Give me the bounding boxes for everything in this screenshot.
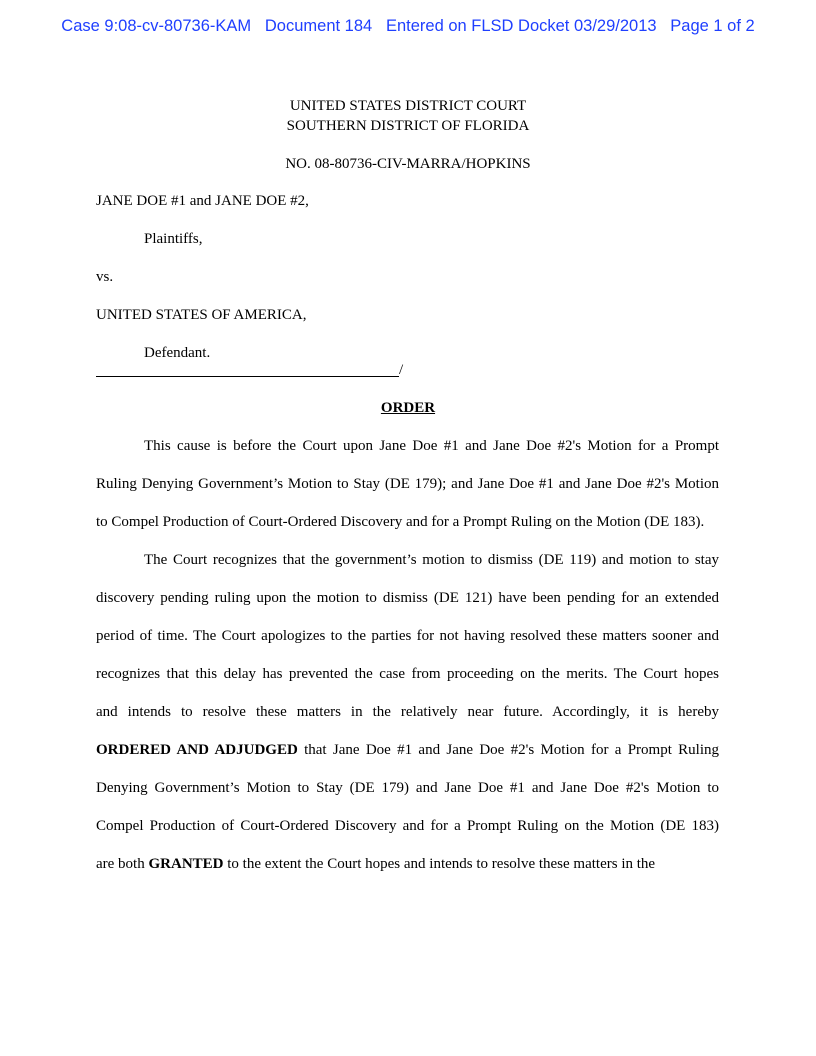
plaintiffs-label: Plaintiffs,: [144, 231, 203, 247]
body-line: Denying Government’s Motion to Stay (DE 179) and Jane Doe #1 and Jane Doe #2's Motion to: [96, 780, 719, 796]
court-district: SOUTHERN DISTRICT OF FLORIDA: [286, 118, 530, 134]
court-name: UNITED STATES DISTRICT COURT: [289, 98, 527, 114]
docket-stamp-header: Case 9:08-cv-80736-KAM Document 184 Entered on FLSD Docket 03/29/2013 Page 1 of 2: [61, 17, 755, 35]
body-line: [96, 855, 719, 893]
defendant-name: UNITED STATES OF AMERICA,: [96, 307, 307, 323]
body-line: [96, 741, 719, 779]
body-line: discovery pending ruling upon the motion to dismiss (DE 121) have been pending for an extended: [96, 590, 719, 606]
versus-label: vs.: [96, 269, 114, 285]
body-text: to the extent the Court hopes and intends to resolve these matters in the: [223, 856, 656, 872]
defendant-label: Defendant.: [144, 345, 211, 361]
ordered-adjudged-text: ORDERED AND ADJUDGED: [96, 742, 298, 758]
caption-divider-line: [96, 376, 399, 377]
body-line: to Compel Production of Court-Ordered Discovery and for a Prompt Ruling on the Motion (DE 183).: [96, 514, 705, 530]
body-line: recognizes that this delay has prevented the case from proceeding on the merits. The Court hopes: [96, 666, 719, 682]
body-text: are both: [96, 856, 149, 872]
body-line: and intends to resolve these matters in the relatively near future. Accordingly, it is hereby: [96, 704, 719, 720]
case-number: NO. 08-80736-CIV-MARRA/HOPKINS: [285, 156, 531, 172]
body-text: that Jane Doe #1 and Jane Doe #2's Motion for a Prompt Ruling: [297, 742, 720, 758]
order-body: [96, 437, 719, 893]
granted-text: GRANTED: [148, 856, 224, 872]
body-line: period of time. The Court apologizes to the parties for not having resolved these matters sooner and: [96, 628, 719, 644]
body-line: This cause is before the Court upon Jane Doe #1 and Jane Doe #2's Motion for a Prompt: [144, 438, 719, 454]
plaintiffs-names: JANE DOE #1 and JANE DOE #2,: [96, 193, 309, 209]
body-line: The Court recognizes that the government’s motion to dismiss (DE 119) and motion to stay: [144, 552, 719, 568]
order-title: ORDER: [380, 400, 436, 416]
body-line: Ruling Denying Government’s Motion to Stay (DE 179); and Jane Doe #1 and Jane Doe #2's Motion: [96, 476, 719, 492]
caption-divider-slash: /: [399, 362, 404, 378]
body-line: Compel Production of Court-Ordered Discovery and for a Prompt Ruling on the Motion (DE 183): [96, 818, 719, 834]
